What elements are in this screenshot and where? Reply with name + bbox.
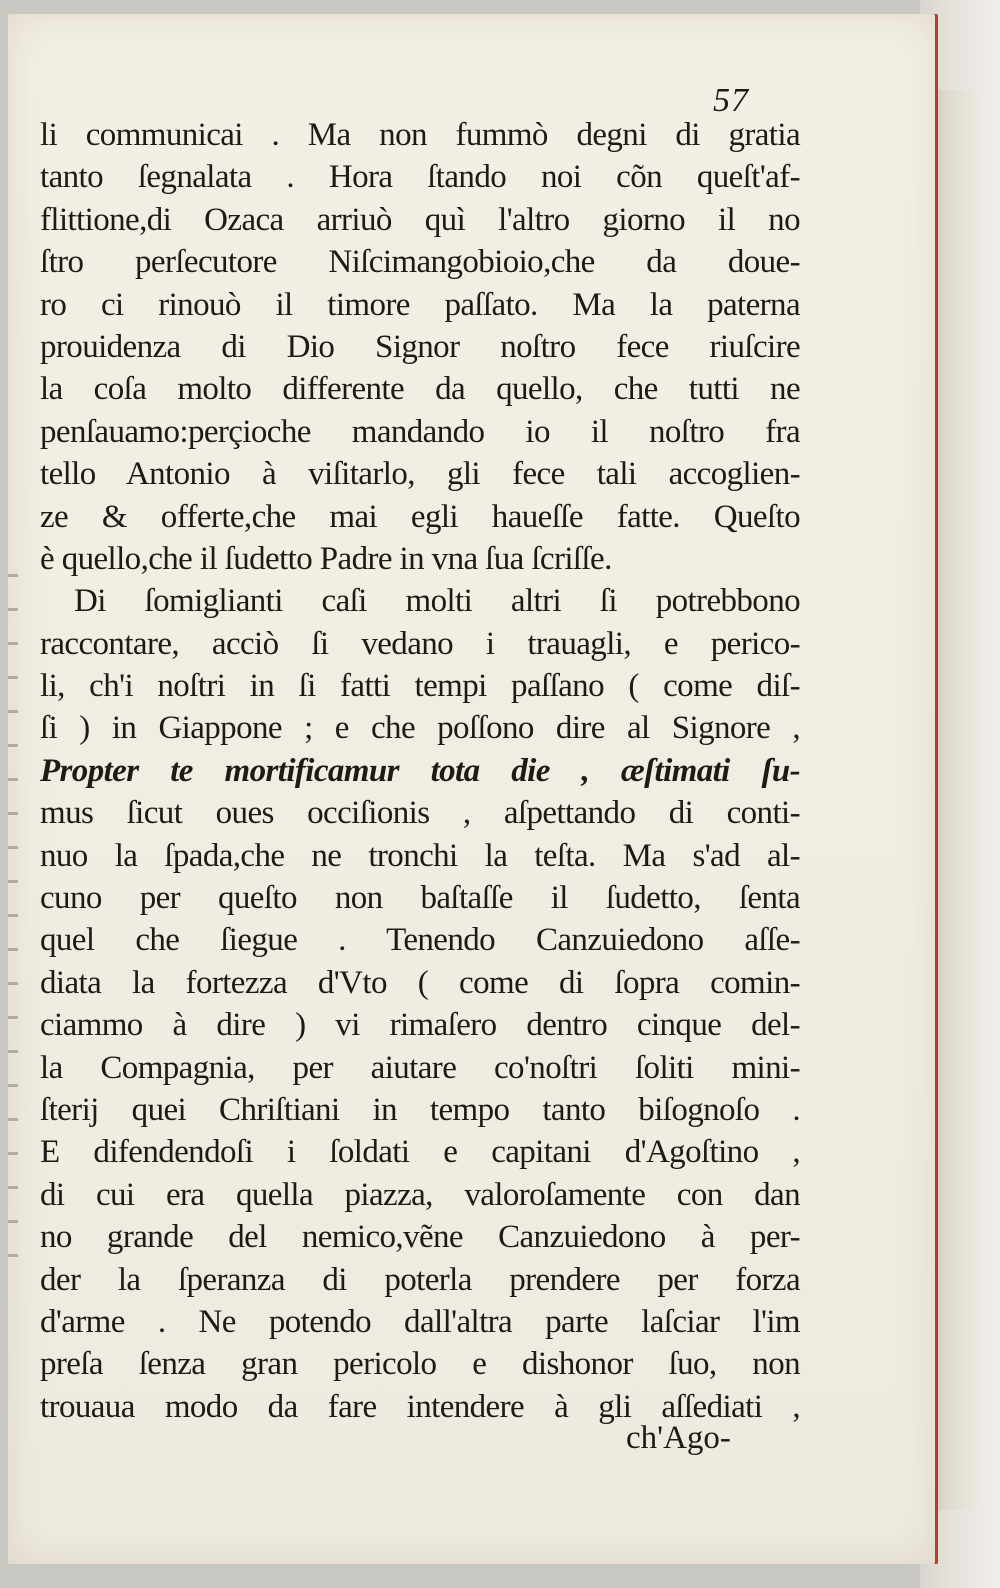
text-line: quel che ſiegue . Tenendo Canzuiedono aſſe-	[40, 922, 800, 959]
text-line: è quello,che il ſudetto Padre in vna ſua ſcriſſe.	[40, 540, 612, 577]
text-line: E difendendoſi i ſoldati e capitani d'Agoſtino ,	[40, 1134, 800, 1171]
text-line: nuo la ſpada,che ne tronchi la teſta. Ma s'ad al-	[40, 837, 800, 874]
text-line: tello Antonio à viſitarlo, gli fece tali accoglien-	[40, 456, 800, 493]
latin-quote-line: mus ſicut oues occiſionis , aſpettando di conti-	[40, 795, 800, 832]
paragraph-start-line: Di ſomiglianti caſi molti altri ſi potrebbono	[74, 583, 800, 620]
page-number: 57	[713, 82, 749, 119]
text-line: li, ch'i noſtri in ſi fatti tempi paſſano ( come diſ-	[40, 668, 800, 705]
text-line: der la ſperanza di poterla prendere per forza	[40, 1261, 800, 1298]
text-line: d'arme . Ne potendo dall'altra parte laſciar l'im	[40, 1303, 800, 1340]
text-line: preſa ſenza gran pericolo e dishonor ſuo, non	[40, 1346, 800, 1383]
text-line: ſtro perſecutore Niſcimangobioio,che da doue-	[40, 244, 800, 281]
binding-gutter	[8, 574, 18, 1274]
text-line: la coſa molto differente da quello, che tutti ne	[40, 371, 800, 408]
text-line: prouidenza di Dio Signor noſtro fece riuſcire	[40, 328, 800, 365]
text-line: no grande del nemico,vẽne Canzuiedono à per-	[40, 1219, 800, 1256]
text-line: cuno per queſto non baſtaſſe il ſudetto, ſenta	[40, 880, 800, 917]
text-line: raccontare, acciò ſi vedano i trauagli, e perico-	[40, 625, 800, 662]
text-line: ſterij quei Chriſtiani in tempo tanto biſognoſo .	[40, 1091, 800, 1128]
book-page	[8, 14, 938, 1564]
text-line: di cui era quella piazza, valoroſamente con dan	[40, 1176, 800, 1213]
text-line: li communicai . Ma non fummò degni di gratia	[40, 117, 800, 153]
latin-quote-line: Propter te mortificamur tota die , æſtimati ſu-	[40, 752, 800, 789]
catchword: ch'Ago-	[626, 1420, 731, 1456]
text-line: ciammo à dire ) vi rimaſero dentro cinque del-	[40, 1007, 800, 1044]
text-line: tanto ſegnalata . Hora ſtando noi cõn queſt'af-	[40, 159, 800, 196]
text-line: la Compagnia, per aiutare co'noſtri ſoliti mini-	[40, 1049, 800, 1086]
text-line: penſauamo:perçioche mandando io il noſtro fra	[40, 413, 800, 450]
text-line: flittione,di Ozaca arriuò quì l'altro giorno il no	[40, 201, 800, 238]
text-line: ro ci rinouò il timore paſſato. Ma la paterna	[40, 286, 800, 323]
text-line: diata la fortezza d'Vto ( come di ſopra comin-	[40, 964, 800, 1001]
text-line: ſi ) in Giappone ; e che poſſono dire al Signore ,	[40, 710, 800, 747]
body-text	[40, 114, 800, 1428]
text-line: trouaua modo da fare intendere à gli aſſediati ,	[40, 1388, 800, 1425]
text-line: ze & offerte,che mai egli haueſſe fatte. Queſto	[40, 498, 800, 535]
